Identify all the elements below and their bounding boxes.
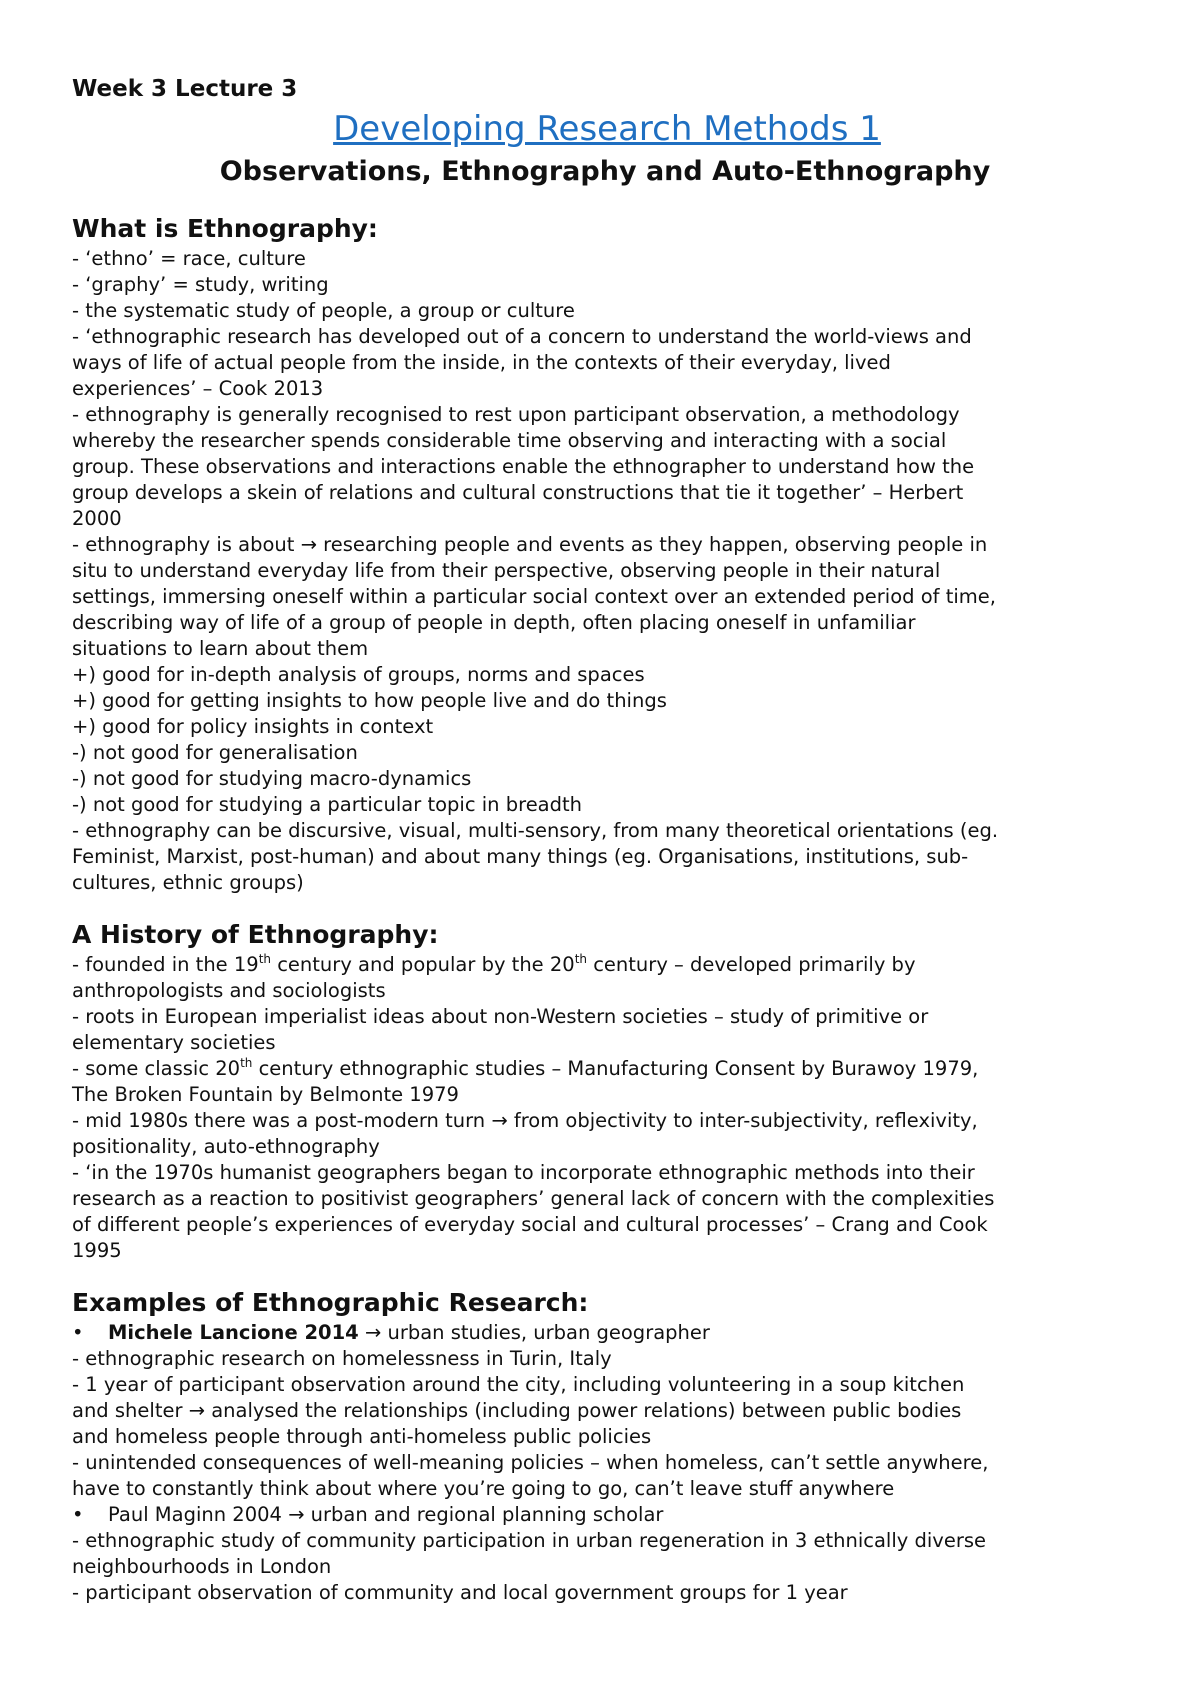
text-line: anthropologists and sociologists	[72, 979, 386, 1002]
text-run: → urban studies, urban geographer	[358, 1321, 710, 1344]
text-line: - participant observation of community and local government groups for 1 year	[72, 1581, 848, 1604]
text-run: - some classic 20	[72, 1057, 241, 1080]
bullet-name: Michele Lancione 2014	[108, 1321, 359, 1344]
text-line: positionality, auto-ethnography	[72, 1135, 380, 1158]
text-line: of different people’s experiences of everyday social and cultural processes’ – Crang and Cook	[72, 1213, 988, 1236]
text-line: group. These observations and interactions enable the ethnographer to understand how the	[72, 455, 975, 478]
text-run: - founded in the 19	[72, 953, 259, 976]
bullet-icon: •	[72, 1321, 84, 1344]
text-run: century – developed primarily by	[587, 953, 916, 976]
text-line: 2000	[72, 507, 122, 530]
text-line: +) good for getting insights to how people live and do things	[72, 689, 667, 712]
text-line: - ethnography is about → researching people and events as they happen, observing people in	[72, 533, 988, 556]
text-line: - unintended consequences of well-meaning policies – when homeless, can’t settle anywhere,	[72, 1451, 989, 1474]
text-line: experiences’ – Cook 2013	[72, 377, 324, 400]
page-title[interactable]: Developing Research Methods 1	[333, 109, 881, 149]
text-line: +) good for in-depth analysis of groups, norms and spaces	[72, 663, 645, 686]
text-line: - ethnography is generally recognised to rest upon participant observation, a methodology	[72, 403, 960, 426]
text-line: - ‘in the 1970s humanist geographers began to incorporate ethnographic methods into their	[72, 1161, 975, 1184]
bullet-item	[72, 1320, 1152, 1346]
text-line: neighbourhoods in London	[72, 1555, 332, 1578]
section-heading-what-is: What is Ethnography:	[72, 214, 378, 243]
text-line: - the systematic study of people, a group or culture	[72, 299, 575, 322]
superscript: th	[574, 951, 588, 966]
text-line: - ‘graphy’ = study, writing	[72, 273, 329, 296]
superscript: th	[240, 1055, 253, 1070]
text-line: +) good for policy insights in context	[72, 715, 434, 738]
text-line: ways of life of actual people from the inside, in the contexts of their everyday, lived	[72, 351, 891, 374]
text-line: group develops a skein of relations and cultural constructions that tie it together’ – Herbert	[72, 481, 964, 504]
page-subtitle: Observations, Ethnography and Auto-Ethnography	[219, 156, 991, 187]
text-line: -) not good for generalisation	[72, 741, 358, 764]
superscript: th	[258, 951, 272, 966]
bullet-item	[72, 1502, 1152, 1528]
text-line: The Broken Fountain by Belmonte 1979	[72, 1083, 459, 1106]
text-line: settings, immersing oneself within a particular social context over an extended period of time,	[72, 585, 996, 608]
text-line: -) not good for studying a particular topic in breadth	[72, 793, 583, 816]
text-line: situ to understand everyday life from their perspective, observing people in their natural	[72, 559, 941, 582]
text-line: research as a reaction to positivist geographers’ general lack of concern with the complexities	[72, 1187, 995, 1210]
section-heading-examples: Examples of Ethnographic Research:	[72, 1288, 589, 1317]
text-line: whereby the researcher spends considerable time observing and interacting with a social	[72, 429, 947, 452]
text-line: - 1 year of participant observation around the city, including volunteering in a soup kitchen	[72, 1373, 965, 1396]
bullet-icon: •	[72, 1503, 84, 1526]
section-examples-body	[72, 1320, 1152, 1606]
text-line: - mid 1980s there was a post-modern turn → from objectivity to inter-subjectivity, reflexivity,	[72, 1109, 978, 1132]
text-line: - ethnographic study of community participation in urban regeneration in 3 ethnically diverse	[72, 1529, 986, 1552]
text-run: Paul Maginn 2004 → urban and regional planning scholar	[108, 1503, 664, 1526]
text-line: describing way of life of a group of people in depth, often placing oneself in unfamiliar	[72, 611, 916, 634]
section-what-is-body	[72, 246, 1152, 896]
text-run: century ethnographic studies – Manufacturing Consent by Burawoy 1979,	[252, 1057, 979, 1080]
text-line: and shelter → analysed the relationships (including power relations) between public bodies	[72, 1399, 962, 1422]
text-line: - ‘ethno’ = race, culture	[72, 247, 306, 270]
section-heading-history: A History of Ethnography:	[72, 920, 439, 949]
document-page	[72, 72, 1152, 1606]
text-line: -) not good for studying macro-dynamics	[72, 767, 472, 790]
text-line: Feminist, Marxist, post-human) and about many things (eg. Organisations, institutions, sub-	[72, 845, 969, 868]
text-line: situations to learn about them	[72, 637, 369, 660]
text-line: elementary societies	[72, 1031, 276, 1054]
text-line: - ethnographic research on homelessness in Turin, Italy	[72, 1347, 612, 1370]
text-line: cultures, ethnic groups)	[72, 871, 304, 894]
text-line: - roots in European imperialist ideas about non-Western societies – study of primitive or	[72, 1005, 929, 1028]
text-line: have to constantly think about where you’re going to go, can’t leave stuff anywhere	[72, 1477, 895, 1500]
text-line: and homeless people through anti-homeless public policies	[72, 1425, 652, 1448]
text-line	[72, 1056, 1152, 1082]
text-line: - ethnography can be discursive, visual, multi-sensory, from many theoretical orientations (eg.	[72, 819, 999, 842]
text-line: 1995	[72, 1239, 122, 1262]
text-run: century and popular by the 20	[271, 953, 575, 976]
week-label: Week 3 Lecture 3	[72, 76, 298, 102]
text-line: - ‘ethnographic research has developed out of a concern to understand the world-views and	[72, 325, 972, 348]
section-history-body	[72, 952, 1152, 1264]
text-line	[72, 952, 1152, 978]
